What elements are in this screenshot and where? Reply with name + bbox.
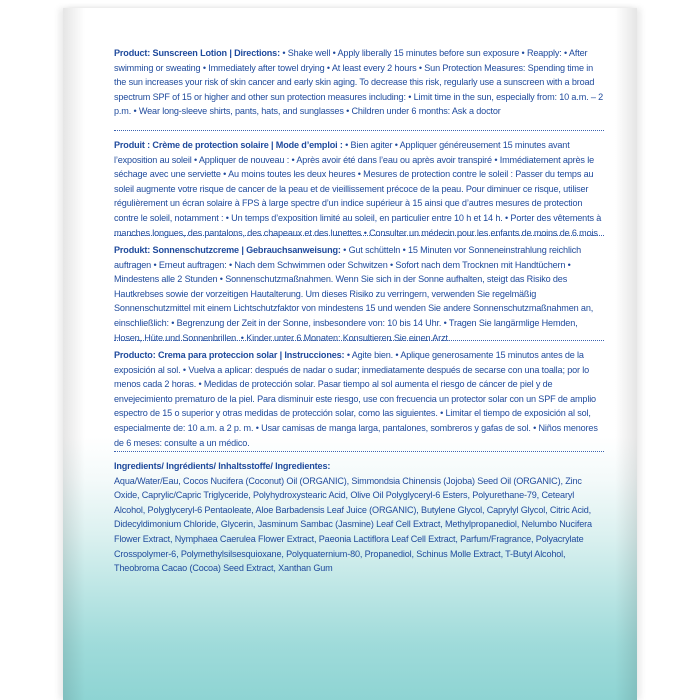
spanish-heading: Producto: Crema para proteccion solar | Instrucciones: [114, 350, 347, 360]
french-heading: Produit : Crème de protection solaire | Mode d’emploi : [114, 140, 346, 150]
german-body: • Gut schütteln • 15 Minuten vor Sonneneinstrahlung reichlich auftragen • Erneut auftragen: • Nach dem Schwimmen oder Schwitzen • Sofort nach dem Trocknen mit Handtüchern • Mindestens alle 2 Stunden • Sonnenschutzmaßnahmen. Wenn Sie sich in der Sonne aufhalten, steigt das Risiko des Hautkrebses sowie der vorzeitigen Hautalterung. Um dieses Risiko zu verringern, verwenden Sie regelmäßig Sonnenschutzmittel mit einem Lichtschutzfaktor von mindestens 15 und wenden Sie andere Sonnenschutzmaßnahmen an, einschließlich: • Begrenzung der Zeit in der Sonne, insbesondere von: 10 bis 14 Uhr. • Tragen Sie langärmlige Hemden, Hosen, Hüte und Sonnenbrillen. • Kinder unter 6 Monaten: Konsultieren Sie einen Arzt. [114, 245, 594, 343]
ingredients-list: Aqua/Water/Eau, Cocos Nucifera (Coconut) Oil (ORGANIC), Simmondsia Chinensis (Jojoba) Seed Oil (ORGANIC), Zinc Oxide, Caprylic/Capric Triglyceride, Polyhydroxystearic Acid, Olive Oil Polyglyceryl-6 Esters, Polyurethane-79, Cetearyl Alcohol, Polyglyceryl-6 Pentaoleate, Aloe Barbadensis Leaf Juice (ORGANIC), Butylene Glycol, Caprylyl Glycol, Citric Acid, Didecyldimonium Chloride, Glycerin, Jasminum Sambac (Jasmine) Leaf Cell Extract, Methylpropanediol, Nelumbo Nucifera Flower Extract, Nymphaea Caerulea Flower Extract, Paeonia Lactiflora Leaf Cell Extract, Parfum/Fragrance, Polyacrylate Crosspolymer-6, Polymethylsilsesquioxane, Polyquaternium-80, Propanediol, Schinus Molle Extract, T-Butyl Alcohol, Theobroma Cacao (Cocoa) Seed Extract, Xanthan Gum [114, 475, 592, 574]
ingredients-section [114, 459, 604, 576]
section-divider [114, 451, 604, 452]
german-heading: Produkt: Sonnenschutzcreme | Gebrauchsanweisung: [114, 245, 344, 255]
section-divider [114, 340, 604, 341]
english-body: • Shake well • Apply liberally 15 minutes before sun exposure • Reapply: • After swimming or sweating • Immediately after towel drying • At least every 2 hours • Sun Protection Measures: Spending time in the sun increases your risk of skin cancer and early skin aging. To decrease this risk, regularly use a sunscreen with a broad spectrum SPF of 15 or higher and other sun protection measures including: • Limit time in the sun, especially from: 10 a.m. – 2 p.m. • Wear long-sleeve shirts, pants, hats, and sunglasses • Children under 6 months: Ask a doctor [114, 48, 604, 117]
french-directions [114, 138, 604, 240]
section-divider [114, 130, 604, 131]
section-divider [114, 235, 604, 236]
english-directions [114, 46, 604, 119]
german-directions [114, 243, 604, 345]
english-heading: Product: Sunscreen Lotion | Directions: [114, 48, 283, 58]
french-body: • Bien agiter • Appliquer généreusement 15 minutes avant l’exposition au soleil • Appliquer de nouveau : • Après avoir été dans l’eau ou après avoir transpiré • Immédiatement après le séchage avec une serviette • Au moins toutes les deux heures • Mesures de protection contre le soleil : Passer du temps au soleil augmente votre risque de cancer de la peau et de vieillissement précoce de la peau. Pour diminuer ce risque, utiliser régulièrement un écran solaire à FPS à large spectre d’un indice supérieur à 15 ainsi que d’autres mesures de protection contre le soleil, notamment : • Un temps d’exposition limité au soleil, en particulier entre 10 h et 14 h. • Porter des vêtements à manches longues, des pantalons, des chapeaux et des lunettes • Consulter un médecin pour les enfants de moins de 6 mois [114, 140, 602, 238]
product-box-panel [63, 8, 637, 700]
ingredients-heading: Ingredients/ Ingrédients/ Inhaltsstoffe/ Ingredientes: [114, 461, 331, 471]
spanish-directions [114, 348, 604, 450]
spanish-body: • Agite bien. • Aplique generosamente 15 minutos antes de la exposición al sol. • Vuelva a aplicar: después de nadar o sudar; inmediatamente después de secarse con una toalla; por lo menos cada 2 horas. • Medidas de protección solar. Pasar tiempo al sol aumenta el riesgo de cáncer de piel y de envejecimiento prematuro de la piel. Para disminuir este riesgo, use con frecuencia un protector solar con un SPF de amplio espectro de 15 o superior y otras medidas de protección solar, como las siguientes. • Limitar el tiempo de exposición al sol, especialmente de: 10 a.m. a 2 p. m. • Usar camisas de manga larga, pantalones, sombreros y gafas de sol. • Niños menores de 6 meses: consulte a un médico. [114, 350, 598, 448]
